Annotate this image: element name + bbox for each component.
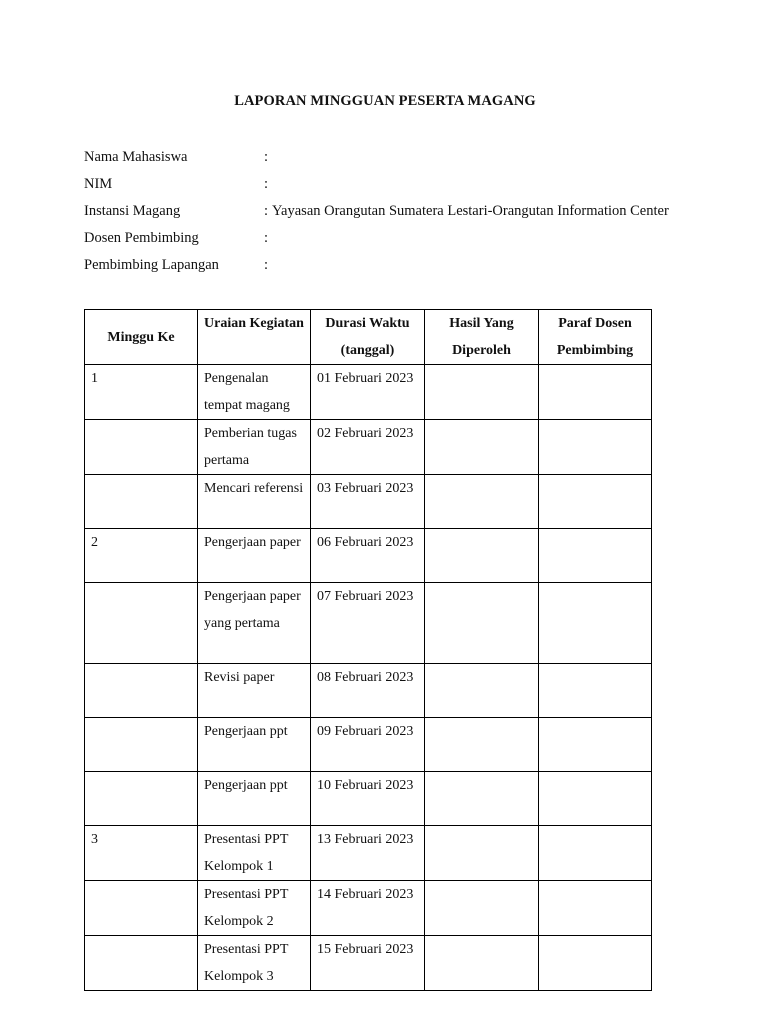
cell-minggu-ke: 1: [85, 365, 198, 420]
cell-minggu-ke: 2: [85, 529, 198, 583]
cell-uraian-kegiatan: Pengerjaan paper: [198, 529, 311, 583]
info-row-dosen-pembimbing: [84, 229, 272, 247]
cell-hasil: [425, 664, 539, 718]
header-durasi-waktu: Durasi Waktu (tanggal): [311, 310, 425, 365]
weekly-report-table: [84, 309, 652, 991]
cell-uraian-kegiatan: Pemberian tugas pertama: [198, 420, 311, 475]
cell-hasil: [425, 881, 539, 936]
cell-paraf: [539, 529, 652, 583]
info-label: Instansi Magang: [84, 203, 181, 219]
cell-minggu-ke: [85, 583, 198, 664]
table-row: [85, 718, 652, 772]
table-header-row: [85, 310, 652, 365]
info-row-nim: [84, 175, 272, 193]
header-paraf-dosen-pembimbing: Paraf Dosen Pembimbing: [539, 310, 652, 365]
info-row-instansi-magang: [84, 202, 669, 220]
info-value: Yayasan Orangutan Sumatera Lestari-Orangutan Information Center: [272, 203, 669, 219]
table-row: [85, 826, 652, 881]
cell-paraf: [539, 664, 652, 718]
table-row: [85, 936, 652, 991]
cell-durasi-waktu: 10 Februari 2023: [311, 772, 425, 826]
info-label: Nama Mahasiswa: [84, 149, 188, 165]
cell-paraf: [539, 420, 652, 475]
header-minggu-ke: Minggu Ke: [85, 310, 198, 365]
cell-paraf: [539, 936, 652, 991]
table-row: [85, 475, 652, 529]
cell-uraian-kegiatan: Pengerjaan paper yang pertama: [198, 583, 311, 664]
info-colon: :: [264, 203, 269, 219]
table-row: [85, 664, 652, 718]
cell-durasi-waktu: 06 Februari 2023: [311, 529, 425, 583]
cell-minggu-ke: [85, 664, 198, 718]
cell-uraian-kegiatan: Revisi paper: [198, 664, 311, 718]
cell-minggu-ke: [85, 881, 198, 936]
cell-hasil: [425, 718, 539, 772]
cell-paraf: [539, 881, 652, 936]
cell-minggu-ke: [85, 718, 198, 772]
cell-durasi-waktu: 15 Februari 2023: [311, 936, 425, 991]
info-label: Dosen Pembimbing: [84, 230, 199, 246]
header-uraian-kegiatan: Uraian Kegiatan: [198, 310, 311, 365]
cell-durasi-waktu: 09 Februari 2023: [311, 718, 425, 772]
cell-uraian-kegiatan: Presentasi PPT Kelompok 2: [198, 881, 311, 936]
cell-minggu-ke: [85, 772, 198, 826]
table-row: [85, 772, 652, 826]
table-row: [85, 529, 652, 583]
cell-minggu-ke: [85, 475, 198, 529]
cell-hasil: [425, 365, 539, 420]
cell-durasi-waktu: 01 Februari 2023: [311, 365, 425, 420]
info-colon: :: [264, 257, 269, 273]
cell-minggu-ke: [85, 936, 198, 991]
info-label: NIM: [84, 176, 113, 192]
table-row: [85, 365, 652, 420]
cell-uraian-kegiatan: Presentasi PPT Kelompok 3: [198, 936, 311, 991]
info-row-pembimbing-lapangan: [84, 256, 272, 274]
cell-hasil: [425, 420, 539, 475]
cell-durasi-waktu: 13 Februari 2023: [311, 826, 425, 881]
cell-uraian-kegiatan: Mencari referensi: [198, 475, 311, 529]
table-row: [85, 420, 652, 475]
cell-durasi-waktu: 07 Februari 2023: [311, 583, 425, 664]
cell-durasi-waktu: 08 Februari 2023: [311, 664, 425, 718]
table-row: [85, 881, 652, 936]
cell-hasil: [425, 772, 539, 826]
info-row-nama-mahasiswa: [84, 148, 272, 166]
cell-hasil: [425, 475, 539, 529]
page-title: LAPORAN MINGGUAN PESERTA MAGANG: [234, 93, 536, 109]
cell-paraf: [539, 583, 652, 664]
cell-hasil: [425, 583, 539, 664]
cell-uraian-kegiatan: Pengerjaan ppt: [198, 718, 311, 772]
cell-minggu-ke: [85, 420, 198, 475]
info-colon: :: [264, 149, 269, 165]
cell-paraf: [539, 772, 652, 826]
cell-hasil: [425, 826, 539, 881]
cell-durasi-waktu: 02 Februari 2023: [311, 420, 425, 475]
cell-minggu-ke: 3: [85, 826, 198, 881]
table-body: [85, 365, 652, 991]
cell-paraf: [539, 826, 652, 881]
info-colon: :: [264, 176, 269, 192]
cell-uraian-kegiatan: Pengerjaan ppt: [198, 772, 311, 826]
info-colon: :: [264, 230, 269, 246]
cell-uraian-kegiatan: Pengenalan tempat magang: [198, 365, 311, 420]
cell-hasil: [425, 529, 539, 583]
cell-uraian-kegiatan: Presentasi PPT Kelompok 1: [198, 826, 311, 881]
header-hasil-yang-diperoleh: Hasil Yang Diperoleh: [425, 310, 539, 365]
cell-paraf: [539, 718, 652, 772]
cell-hasil: [425, 936, 539, 991]
cell-durasi-waktu: 14 Februari 2023: [311, 881, 425, 936]
table-row: [85, 583, 652, 664]
cell-paraf: [539, 475, 652, 529]
cell-paraf: [539, 365, 652, 420]
cell-durasi-waktu: 03 Februari 2023: [311, 475, 425, 529]
info-label: Pembimbing Lapangan: [84, 257, 219, 273]
